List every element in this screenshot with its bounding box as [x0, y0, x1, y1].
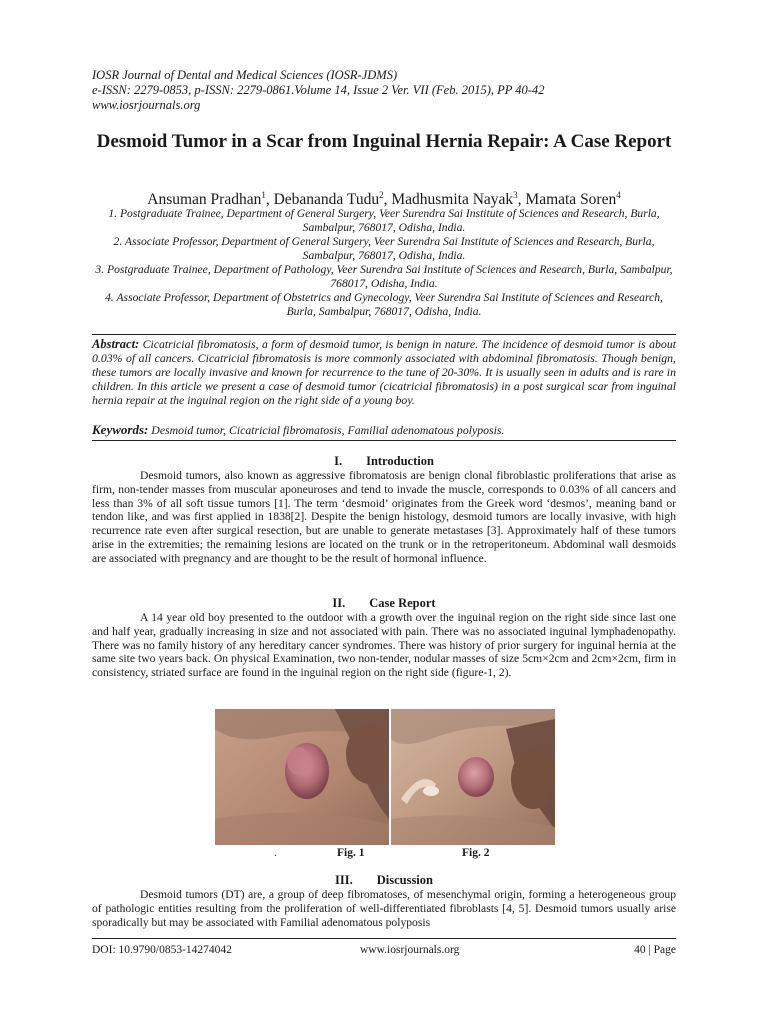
section-heading-case-report: II. Case Report — [332, 596, 436, 610]
affiliation: 3. Postgraduate Trainee, Department of Pathology, Veer Surendra Sai Institute of Sciences and Research, Burla, Sambalpur, 768017, Odisha, India. — [95, 263, 673, 290]
figure-2-image — [391, 709, 555, 845]
author-list: Ansuman Pradhan$^1$, Debananda Tudu$^2$, Madhusmita Nayak$^3$, Mamata Soren$^4$ — [147, 190, 621, 209]
figure-1-caption: Fig. 1 — [337, 847, 365, 859]
introduction-paragraph: Desmoid tumors, also known as aggressive fibromatosis are benign clonal fibroblastic proliferations that arise as firm, non-tender masses from muscular aponeuroses and tend to invade the muscle, corresponds to 0.03% of all cancers and less than 3% of all soft tissue tumors [1]. The term ‘desmoid’ originates from the Greek word ‘desmos’, meaning band or tendon like, and was first applied in 1838[2]. Despite the benign histology, desmoid tumors are locally invasive, with high recurrence rate even after surgical resection, but are unable to generate metastases [3]. Approximately half of these tumors arise in the extremities; the remaining lesions are located on the trunk or in the retroperitoneum. Abdominal wall desmoids are associated with pregnancy and are thought to be the result of hormonal influence. — [92, 469, 676, 565]
section-heading-introduction: I. Introduction — [334, 454, 434, 468]
discussion-paragraph: Desmoid tumors (DT) are, a group of deep fibromatoses, of mesenchymal origin, forming a heterogeneous group of pathologic entities resulting from the proliferation of well-differentiated fibroblasts [4, 5]. Desmoid tumors usually arise sporadically but may be associated with Familial adenomatous polyposis — [92, 888, 676, 929]
footer-page-number: 40 | Page — [634, 944, 676, 956]
figure-panel — [215, 709, 555, 845]
abstract-text: Cicatricial fibromatosis, a form of desmoid tumor, is benign in nature. The incidence of desmoid tumor is about 0.03% of all cancers. Cicatricial fibromatosis is more commonly associated with abdominal fibromatosis. Though benign, these tumors are locally invasive and known for recurrence to the tune of 20-30%. It is usually seen in adults and is rare in children. In this article we present a case of desmoid tumor (cicatricial fibromatosis) in a post surgical scar from inguinal hernia repair at the inguinal region on the right side of a young boy. — [92, 337, 676, 407]
abstract — [92, 337, 676, 407]
author: Mamata Soren$^4$ — [525, 190, 621, 209]
affiliation-list — [92, 207, 676, 319]
keywords-label: Keywords: — [92, 422, 149, 437]
abstract-top-rule — [92, 334, 676, 335]
author: Ansuman Pradhan$^1$ — [147, 190, 266, 209]
figure-1-marker: . — [274, 847, 277, 859]
keywords-text: Desmoid tumor, Cicatricial fibromatosis, Familial adenomatous polyposis. — [151, 423, 505, 437]
journal-header — [92, 68, 676, 113]
footer-site: www.iosrjournals.org — [360, 944, 460, 956]
author: Debananda Tudu$^2$ — [273, 190, 384, 209]
footer-doi: DOI: 10.9790/0853-14274042 — [92, 944, 232, 956]
paper-title: Desmoid Tumor in a Scar from Inguinal Hernia Repair: A Case Report — [96, 131, 672, 152]
journal-issn: e-ISSN: 2279-0853, p-ISSN: 2279-0861.Volume 14, Issue 2 Ver. VII (Feb. 2015), PP 40-42 — [92, 83, 545, 97]
figure-1-image — [215, 709, 389, 845]
case-report-paragraph: A 14 year old boy presented to the outdoor with a growth over the inguinal region on the right side since last one and half year, gradually increasing in size and not associated with pain. There was no associated inguinal lymphadenopathy. There was no family history of any hereditary cancer syndromes. There was history of prior surgery for inguinal hernia at the same site two years back. On physical Examination, two non-tender, nodular masses of size 5cm×2cm and 2cm×2cm, firm in consistency, striated surface are found in the inguinal region on the right side (figure-1, 2). — [92, 611, 676, 680]
keywords — [92, 423, 676, 437]
affiliation: 4. Associate Professor, Department of Obstetrics and Gynecology, Veer Surendra Sai Institute of Sciences and Research, Burla, Sambalpur, 768017, Odisha, India. — [105, 291, 663, 318]
section-heading-discussion: III. Discussion — [335, 873, 433, 887]
abstract-label: Abstract: — [92, 337, 140, 351]
journal-name: IOSR Journal of Dental and Medical Sciences (IOSR-JDMS) — [92, 68, 398, 82]
figure-2-caption: Fig. 2 — [462, 847, 490, 859]
affiliation: 2. Associate Professor, Department of General Surgery, Veer Surendra Sai Institute of Sciences and Research, Burla, Sambalpur, 768017, Odisha, India. — [113, 235, 655, 262]
author: Madhusmita Nayak$^3$ — [391, 190, 518, 209]
abstract-bottom-rule — [92, 440, 676, 441]
affiliation: 1. Postgraduate Trainee, Department of General Surgery, Veer Surendra Sai Institute of Sciences and Research, Burla, Sambalpur, 768017, Odisha, India. — [108, 207, 660, 234]
footer-rule — [92, 938, 676, 939]
journal-site: www.iosrjournals.org — [92, 98, 201, 112]
